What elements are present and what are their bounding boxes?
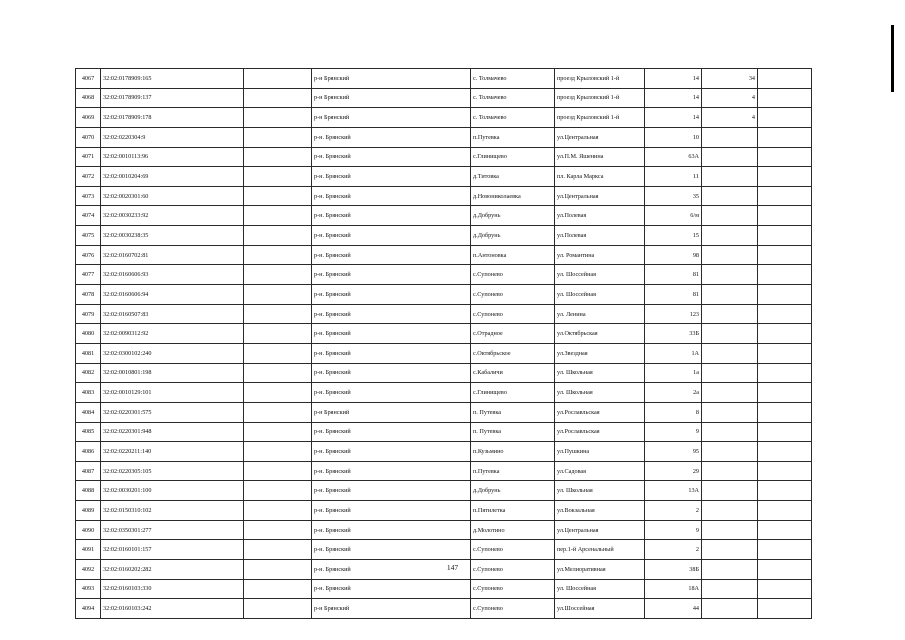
blank-cell: [758, 579, 812, 599]
apartment-number: [702, 265, 758, 285]
table-row: [76, 245, 812, 265]
house-number: 38Б: [645, 560, 702, 580]
street: проезд Крыловский 1-й: [555, 69, 645, 89]
blank-cell: [244, 402, 312, 422]
apartment-number: [702, 520, 758, 540]
house-number: 2: [645, 540, 702, 560]
blank-cell: [758, 186, 812, 206]
street: проезд Крыловский 1-й: [555, 88, 645, 108]
cadastral-number: 32:02:0010204:69: [101, 167, 244, 187]
house-number: 44: [645, 599, 702, 619]
registry-body: [76, 69, 812, 619]
district: р-н. Брянский: [312, 147, 471, 167]
street: ул. Ленина: [555, 304, 645, 324]
row-number: 4079: [76, 304, 101, 324]
blank-cell: [758, 245, 812, 265]
row-number: 4084: [76, 402, 101, 422]
house-number: 14: [645, 88, 702, 108]
blank-cell: [758, 363, 812, 383]
table-row: [76, 520, 812, 540]
locality: с.Супонево: [471, 560, 555, 580]
house-number: 123: [645, 304, 702, 324]
apartment-number: [702, 383, 758, 403]
house-number: 10: [645, 127, 702, 147]
row-number: 4074: [76, 206, 101, 226]
row-number: 4067: [76, 69, 101, 89]
blank-cell: [244, 461, 312, 481]
row-number: 4091: [76, 540, 101, 560]
row-number: 4092: [76, 560, 101, 580]
cadastral-number: 32:02:0160702:81: [101, 245, 244, 265]
blank-cell: [758, 147, 812, 167]
cadastral-number: 32:02:0160202:282: [101, 560, 244, 580]
apartment-number: 4: [702, 108, 758, 128]
house-number: 18А: [645, 579, 702, 599]
cadastral-number: 32:02:0090312:92: [101, 324, 244, 344]
blank-cell: [244, 69, 312, 89]
apartment-number: [702, 147, 758, 167]
cadastral-number: 32:02:0160507:83: [101, 304, 244, 324]
row-number: 4073: [76, 186, 101, 206]
locality: с. Толмачево: [471, 69, 555, 89]
blank-cell: [244, 88, 312, 108]
row-number: 4093: [76, 579, 101, 599]
house-number: 33Б: [645, 324, 702, 344]
locality: д.Молотино: [471, 520, 555, 540]
blank-cell: [758, 540, 812, 560]
street: ул. Школьная: [555, 481, 645, 501]
blank-cell: [758, 206, 812, 226]
street: ул. Шоссейная: [555, 285, 645, 305]
street: ул. Школьная: [555, 383, 645, 403]
table-row: [76, 501, 812, 521]
district: р-н. Брянский: [312, 245, 471, 265]
table-row: [76, 383, 812, 403]
table-row: [76, 167, 812, 187]
table-row: [76, 402, 812, 422]
blank-cell: [244, 383, 312, 403]
locality: с.Октябрьское: [471, 343, 555, 363]
table-row: [76, 69, 812, 89]
house-number: 9: [645, 520, 702, 540]
blank-cell: [758, 599, 812, 619]
cadastral-number: 32:02:0300102:240: [101, 343, 244, 363]
table-row: [76, 206, 812, 226]
cadastral-number: 32:02:0150310:102: [101, 501, 244, 521]
cadastral-number: 32:02:0010801:198: [101, 363, 244, 383]
table-row: [76, 108, 812, 128]
district: р-н. Брянский: [312, 363, 471, 383]
blank-cell: [758, 520, 812, 540]
table-row: [76, 442, 812, 462]
street: ул.Полевая: [555, 226, 645, 246]
apartment-number: 4: [702, 88, 758, 108]
district: р-н Брянский: [312, 402, 471, 422]
street: ул.Центральная: [555, 186, 645, 206]
cadastral-number: 32:02:0178909:178: [101, 108, 244, 128]
apartment-number: [702, 363, 758, 383]
blank-cell: [758, 343, 812, 363]
district: р-н. Брянский: [312, 579, 471, 599]
table-row: [76, 579, 812, 599]
locality: п.Антоновка: [471, 245, 555, 265]
blank-cell: [758, 324, 812, 344]
district: р-н. Брянский: [312, 285, 471, 305]
row-number: 4086: [76, 442, 101, 462]
district: р-н Брянский: [312, 599, 471, 619]
row-number: 4083: [76, 383, 101, 403]
district: р-н. Брянский: [312, 167, 471, 187]
apartment-number: [702, 501, 758, 521]
district: р-н. Брянский: [312, 127, 471, 147]
apartment-number: [702, 206, 758, 226]
house-number: 81: [645, 265, 702, 285]
district: р-н. Брянский: [312, 560, 471, 580]
street: ул.Звездная: [555, 343, 645, 363]
blank-cell: [244, 226, 312, 246]
district: р-н. Брянский: [312, 442, 471, 462]
table-row: [76, 285, 812, 305]
blank-cell: [758, 127, 812, 147]
cadastral-number: 32:02:0160606:94: [101, 285, 244, 305]
blank-cell: [758, 442, 812, 462]
row-number: 4088: [76, 481, 101, 501]
house-number: 8: [645, 402, 702, 422]
locality: п.Путевка: [471, 127, 555, 147]
table-row: [76, 343, 812, 363]
row-number: 4070: [76, 127, 101, 147]
blank-cell: [758, 402, 812, 422]
blank-cell: [244, 579, 312, 599]
cadastral-number: 32:02:0220211:140: [101, 442, 244, 462]
blank-cell: [244, 442, 312, 462]
locality: п. Путевка: [471, 422, 555, 442]
district: р-н. Брянский: [312, 383, 471, 403]
cadastral-number: 32:02:0178909:137: [101, 88, 244, 108]
apartment-number: [702, 540, 758, 560]
cadastral-number: 32:02:0160103:330: [101, 579, 244, 599]
blank-cell: [244, 363, 312, 383]
table-row: [76, 186, 812, 206]
row-number: 4094: [76, 599, 101, 619]
table-row: [76, 324, 812, 344]
street: пер.1-й Арсенальный: [555, 540, 645, 560]
apartment-number: [702, 245, 758, 265]
district: р-н. Брянский: [312, 501, 471, 521]
row-number: 4078: [76, 285, 101, 305]
row-number: 4069: [76, 108, 101, 128]
locality: с. Толмачево: [471, 108, 555, 128]
row-number: 4087: [76, 461, 101, 481]
district: р-н. Брянский: [312, 324, 471, 344]
table-row: [76, 127, 812, 147]
cadastral-number: 32:02:0030233:92: [101, 206, 244, 226]
house-number: 2: [645, 501, 702, 521]
cadastral-number: 32:02:0178909:165: [101, 69, 244, 89]
table-row: [76, 540, 812, 560]
locality: д.Новониколаевка: [471, 186, 555, 206]
apartment-number: [702, 226, 758, 246]
table-row: [76, 422, 812, 442]
cadastral-number: 32:02:0030201:100: [101, 481, 244, 501]
house-number: 63А: [645, 147, 702, 167]
cadastral-number: 32:02:0220301:948: [101, 422, 244, 442]
street: ул.Шоссейная: [555, 599, 645, 619]
blank-cell: [244, 245, 312, 265]
row-number: 4080: [76, 324, 101, 344]
district: р-н. Брянский: [312, 481, 471, 501]
house-number: 98: [645, 245, 702, 265]
district: р-н. Брянский: [312, 540, 471, 560]
street: ул. Школьная: [555, 363, 645, 383]
street: пл. Карла Маркса: [555, 167, 645, 187]
table-row: [76, 481, 812, 501]
blank-cell: [244, 343, 312, 363]
district: р-н. Брянский: [312, 265, 471, 285]
cadastral-number: 32:02:0010129:101: [101, 383, 244, 403]
blank-cell: [758, 461, 812, 481]
apartment-number: [702, 343, 758, 363]
locality: с.Супонево: [471, 540, 555, 560]
apartment-number: [702, 285, 758, 305]
blank-cell: [758, 285, 812, 305]
blank-cell: [244, 108, 312, 128]
blank-cell: [758, 69, 812, 89]
locality: п.Путевка: [471, 461, 555, 481]
apartment-number: [702, 422, 758, 442]
house-number: 95: [645, 442, 702, 462]
cadastral-number: 32:02:0160103:242: [101, 599, 244, 619]
apartment-number: [702, 461, 758, 481]
locality: с.Супонево: [471, 599, 555, 619]
apartment-number: [702, 402, 758, 422]
blank-cell: [244, 501, 312, 521]
table-row: [76, 265, 812, 285]
locality: с.Супонево: [471, 304, 555, 324]
blank-cell: [758, 481, 812, 501]
locality: д.Добрунь: [471, 481, 555, 501]
district: р-н. Брянский: [312, 422, 471, 442]
table-row: [76, 147, 812, 167]
street: ул.Вокзальная: [555, 501, 645, 521]
row-number: 4089: [76, 501, 101, 521]
locality: с.Кабаличи: [471, 363, 555, 383]
locality: д.Добрунь: [471, 206, 555, 226]
district: р-н Брянский: [312, 69, 471, 89]
district: р-н. Брянский: [312, 461, 471, 481]
house-number: 13А: [645, 481, 702, 501]
locality: п.Кузьмино: [471, 442, 555, 462]
cadastral-number: 32:02:0220301:575: [101, 402, 244, 422]
locality: д.Титовка: [471, 167, 555, 187]
apartment-number: [702, 304, 758, 324]
street: ул. Шоссейная: [555, 579, 645, 599]
house-number: 11: [645, 167, 702, 187]
apartment-number: [702, 186, 758, 206]
house-number: 14: [645, 69, 702, 89]
blank-cell: [758, 265, 812, 285]
row-number: 4085: [76, 422, 101, 442]
row-number: 4075: [76, 226, 101, 246]
blank-cell: [244, 599, 312, 619]
cadastral-number: 32:02:0030238:35: [101, 226, 244, 246]
blank-cell: [244, 147, 312, 167]
street: ул.П.М. Яшенина: [555, 147, 645, 167]
street: ул.Октябрьская: [555, 324, 645, 344]
district: р-н Брянский: [312, 88, 471, 108]
locality: п. Путевка: [471, 402, 555, 422]
blank-cell: [758, 501, 812, 521]
blank-cell: [244, 206, 312, 226]
street: проезд Крыловский 1-й: [555, 108, 645, 128]
blank-cell: [758, 226, 812, 246]
blank-cell: [758, 108, 812, 128]
house-number: 81: [645, 285, 702, 305]
blank-cell: [244, 285, 312, 305]
locality: с.Отрадное: [471, 324, 555, 344]
apartment-number: 34: [702, 69, 758, 89]
table-row: [76, 599, 812, 619]
blank-cell: [244, 540, 312, 560]
page-edge-mark: [891, 25, 894, 92]
house-number: 35: [645, 186, 702, 206]
apartment-number: [702, 481, 758, 501]
blank-cell: [758, 88, 812, 108]
blank-cell: [244, 520, 312, 540]
locality: с. Толмачево: [471, 88, 555, 108]
cadastral-number: 32:02:0020301:60: [101, 186, 244, 206]
page-number: 147: [446, 563, 459, 572]
locality: с.Супонево: [471, 265, 555, 285]
district: р-н Брянский: [312, 108, 471, 128]
district: р-н. Брянский: [312, 226, 471, 246]
cadastral-number: 32:02:0350301:277: [101, 520, 244, 540]
row-number: 4081: [76, 343, 101, 363]
cadastral-number: 32:02:0160101:157: [101, 540, 244, 560]
blank-cell: [244, 422, 312, 442]
house-number: 2а: [645, 383, 702, 403]
cadastral-number: 32:02:0220304:9: [101, 127, 244, 147]
district: р-н. Брянский: [312, 343, 471, 363]
table-row: [76, 88, 812, 108]
blank-cell: [758, 167, 812, 187]
street: ул.Центральная: [555, 520, 645, 540]
row-number: 4077: [76, 265, 101, 285]
apartment-number: [702, 127, 758, 147]
blank-cell: [758, 383, 812, 403]
house-number: 29: [645, 461, 702, 481]
street: ул.Садовая: [555, 461, 645, 481]
house-number: 1а: [645, 363, 702, 383]
row-number: 4071: [76, 147, 101, 167]
table-row: [76, 461, 812, 481]
property-registry-table: [75, 68, 812, 619]
blank-cell: [244, 324, 312, 344]
district: р-н. Брянский: [312, 520, 471, 540]
street: ул.Полевая: [555, 206, 645, 226]
house-number: 6/м: [645, 206, 702, 226]
row-number: 4072: [76, 167, 101, 187]
apartment-number: [702, 442, 758, 462]
blank-cell: [244, 481, 312, 501]
blank-cell: [244, 265, 312, 285]
locality: с.Супонево: [471, 579, 555, 599]
blank-cell: [244, 167, 312, 187]
street: ул.Центральная: [555, 127, 645, 147]
blank-cell: [244, 304, 312, 324]
blank-cell: [244, 186, 312, 206]
street: ул.Рославльская: [555, 422, 645, 442]
blank-cell: [758, 304, 812, 324]
house-number: 15: [645, 226, 702, 246]
locality: с.Глинищево: [471, 383, 555, 403]
table-row: [76, 363, 812, 383]
blank-cell: [244, 127, 312, 147]
apartment-number: [702, 167, 758, 187]
cadastral-number: 32:02:0010113:96: [101, 147, 244, 167]
street: ул. Шоссейная: [555, 265, 645, 285]
row-number: 4076: [76, 245, 101, 265]
row-number: 4068: [76, 88, 101, 108]
locality: д.Добрунь: [471, 226, 555, 246]
locality: с.Супонево: [471, 285, 555, 305]
apartment-number: [702, 579, 758, 599]
street: ул.Пушкина: [555, 442, 645, 462]
street: ул. Романтина: [555, 245, 645, 265]
street: ул.Рославльская: [555, 402, 645, 422]
apartment-number: [702, 324, 758, 344]
table-row: [76, 226, 812, 246]
locality: п.Пятилетка: [471, 501, 555, 521]
house-number: 1А: [645, 343, 702, 363]
row-number: 4090: [76, 520, 101, 540]
cadastral-number: 32:02:0220305:105: [101, 461, 244, 481]
locality: с.Глинищево: [471, 147, 555, 167]
table-row: [76, 304, 812, 324]
blank-cell: [758, 422, 812, 442]
cadastral-number: 32:02:0160606:93: [101, 265, 244, 285]
row-number: 4082: [76, 363, 101, 383]
house-number: 14: [645, 108, 702, 128]
district: р-н. Брянский: [312, 304, 471, 324]
street: ул.Мелиоративная: [555, 560, 645, 580]
district: р-н. Брянский: [312, 206, 471, 226]
house-number: 9: [645, 422, 702, 442]
apartment-number: [702, 599, 758, 619]
district: р-н. Брянский: [312, 186, 471, 206]
